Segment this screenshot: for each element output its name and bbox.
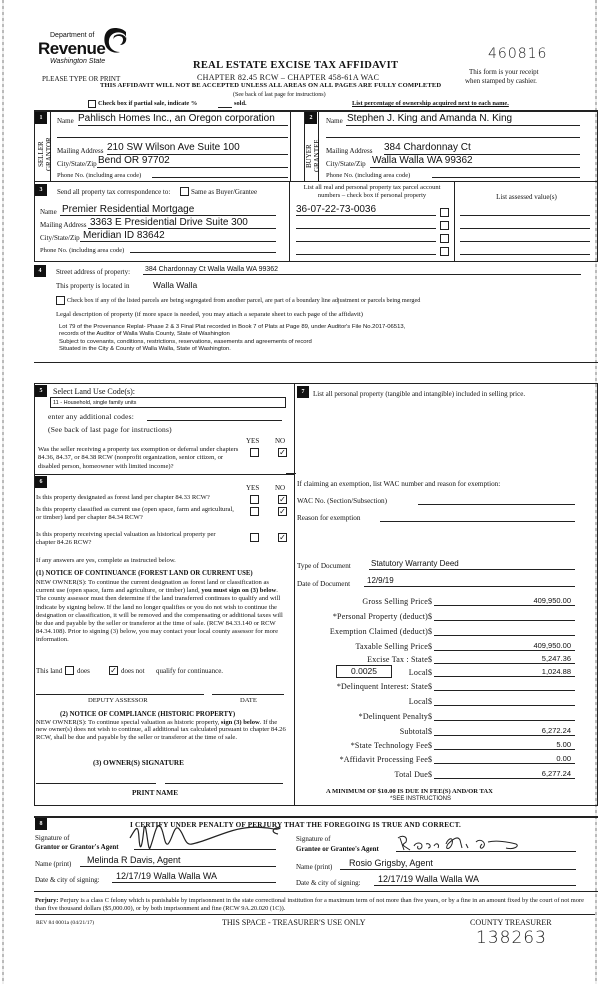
total-due-value: 6,277.24 [541, 769, 571, 778]
notice-continuance-text: NEW OWNER(S): To continue the current designation as forest land or classification as current use (open space, farm and agriculture, or timber) land, you must sign on (3) below. The county assessor must then determine if the land transferred continues to qualify and will indicate by signing below. If the land no longer qualifies or you do not wish to continue the designation or classification, it will be removed and the compensating or additional taxes will be due and payable by the seller or transferor at the time of sale. (RCW 84.33.140 or RCW 84.34.108). Prior to signing (3) below, you may contact your local county assessor for more information. [36, 579, 283, 644]
state-technology-fee-input[interactable] [434, 740, 575, 750]
document-date-value: 12/9/19 [367, 576, 394, 585]
deputy-assessor-label: DEPUTY ASSESSOR [88, 697, 148, 704]
section-5-number: 5 [35, 385, 47, 397]
wac-number-label: WAC No. (Section/Subsection) [297, 497, 388, 505]
assessed-header: List assessed value(s) [496, 193, 557, 201]
parcel-input-4[interactable] [296, 245, 436, 255]
taxpayer-phone-input[interactable] [130, 245, 276, 253]
deputy-assessor-signature-line [36, 694, 204, 695]
state-technology-fee-value: 5.00 [556, 740, 571, 749]
historic-property-no-checkbox[interactable]: ✓ [279, 533, 286, 542]
form-revision: REV 84 0001a (04/21/17) [36, 920, 95, 926]
seller-mailing-value: 210 SW Wilson Ave Suite 100 [107, 142, 240, 153]
excise-tax-state-value: 5,247.36 [541, 654, 571, 663]
additional-codes-label: enter any additional codes: [48, 412, 134, 421]
grantee-name-value: Rosio Grigsby, Agent [349, 858, 433, 868]
current-use-no-checkbox[interactable]: ✓ [279, 507, 286, 516]
taxable-selling-price-value: 409,950.00 [533, 641, 571, 650]
taxpayer-city-label: City/State/Zip [40, 234, 80, 242]
land-does-checkbox[interactable] [65, 666, 74, 675]
dollar-sign: $ [428, 612, 432, 621]
this-land-label: This land [36, 667, 63, 675]
handwritten-receipt-number: 138263 [476, 928, 547, 948]
historic-property-yes-checkbox[interactable] [250, 533, 259, 542]
dollar-sign: $ [428, 627, 432, 636]
historic-property-question: Is this property receiving special valuation as historical property per chapter 84.26 RCW? [36, 531, 216, 547]
minimum-due-note: A MINIMUM OF $10.00 IS DUE IN FEE(S) AND/OR TAX [326, 788, 493, 795]
owner-signature-line-1[interactable] [36, 783, 156, 784]
seller-exemption-question: Was the seller receiving a property tax exemption or deferral under chapters 84.36, 84.37, or 84.38 RCW (nonprofit organization, senior citizen, or disabled person, homeowner with limited income)? [38, 446, 239, 470]
seller-name-value: Pahlisch Homes Inc., an Oregon corporation [78, 113, 275, 124]
handwritten-file-number: 460816 [488, 46, 548, 62]
buyer-city-label: City/State/Zip [326, 160, 366, 168]
section-4-number: 4 [34, 265, 46, 277]
grantor-signature-label-2: Grantor or Grantor's Agent [35, 843, 119, 851]
parcel-header: List all real and personal property tax parcel account numbers – check box if personal property [303, 184, 441, 199]
receipt-note-2: when stamped by cashier. [465, 77, 537, 85]
owner-signature-line-2[interactable] [165, 783, 283, 784]
buyer-mailing-label: Mailing Address [326, 147, 373, 155]
logo-swirl-icon [102, 26, 128, 56]
section-2-number: 2 [305, 112, 317, 124]
parcel-personal-checkbox-3[interactable] [440, 234, 449, 243]
taxpayer-mailing-label: Mailing Address [40, 221, 87, 229]
delinquent-interest-state-label: *Delinquent Interest: State [336, 682, 428, 691]
ownership-note: List percentage of ownership acquired next to each name. [352, 100, 509, 107]
seller-city-value: Bend OR 97702 [98, 155, 170, 166]
street-address-value: 384 Chardonnay Ct Walla Walla WA 99362 [145, 266, 279, 273]
partial-sale-percent-input[interactable] [218, 107, 232, 108]
grantor-date-label: Date & city of signing: [35, 876, 100, 884]
land-use-label: Select Land Use Code(s): [53, 387, 135, 396]
document-type-value: Statutory Warranty Deed [371, 559, 459, 568]
assessed-input-1[interactable] [460, 207, 590, 216]
gross-selling-price-value: 409,950.00 [533, 596, 571, 605]
subtotal-value: 6,272.24 [541, 726, 571, 735]
grantee-signature-scribble [396, 830, 526, 854]
parcel-personal-checkbox-4[interactable] [440, 247, 449, 256]
seller-phone-label: Phone No. (including area code) [57, 172, 142, 179]
delinquent-penalty-label: *Delinquent Penalty [358, 712, 428, 721]
exemption-claim-label: If claiming an exemption, list WAC number and reason for exemption: [297, 480, 501, 488]
buyer-city-value: Walla Walla WA 99362 [372, 155, 473, 166]
seller-name-line-2[interactable] [57, 130, 288, 138]
partial-sale-checkbox[interactable] [88, 100, 96, 108]
grantor-date-value: 12/17/19 Walla Walla WA [116, 871, 218, 881]
grantee-date-value: 12/17/19 Walla Walla WA [378, 874, 480, 884]
affidavit-processing-fee-value: 0.00 [556, 754, 571, 763]
forest-land-no-checkbox[interactable]: ✓ [279, 495, 286, 504]
taxpayer-phone-label: Phone No. (including area code) [40, 247, 125, 254]
buyer-name-value: Stephen J. King and Amanda N. King [347, 113, 513, 124]
qualify-label: qualify for continuance. [156, 667, 224, 675]
section-3-number: 3 [35, 184, 47, 196]
taxable-selling-price-label: Taxable Selling Price [355, 642, 428, 651]
logo-name: Revenue [38, 39, 106, 58]
dollar-sign: $ [428, 697, 432, 706]
grantor-signature-label-1: Signature of [35, 834, 70, 842]
sections-column-divider [294, 383, 295, 806]
taxpayer-name-label: Name [40, 208, 57, 216]
delinquent-interest-local-input[interactable] [434, 696, 575, 706]
exemption-claimed-input[interactable] [434, 626, 575, 636]
parcel-personal-checkbox-1[interactable] [440, 208, 449, 217]
logo-dept: Department of [50, 32, 95, 39]
parcel-value-1: 36-07-22-73-0036 [296, 204, 377, 215]
section-7-personal-divider [286, 473, 296, 474]
dollar-sign: $ [428, 642, 432, 651]
personal-property-deduct-label: *Personal Property (deduct) [332, 612, 428, 621]
section-5-6-divider [34, 474, 294, 475]
perjury-certification: I CERTIFY UNDER PENALTY OF PERJURY THAT THE FOREGOING IS TRUE AND CORRECT. [130, 821, 462, 829]
buyer-name-line-2[interactable] [326, 130, 580, 138]
seller-exemption-no-checkbox[interactable]: ✓ [279, 448, 286, 457]
personal-property-label: List all personal property (tangible and intangible) included in selling price. [313, 390, 526, 398]
delinquent-penalty-input[interactable] [434, 711, 575, 721]
taxpayer-city-value: Meridian ID 83642 [83, 230, 165, 241]
segregated-label: Check box if any of the listed parcels are being segregated from another parcel, are part of a boundary line adjustment or parcels being merged [67, 297, 421, 304]
grantee-date-label: Date & city of signing: [296, 879, 361, 887]
land-does-not-checkbox[interactable]: ✓ [110, 666, 117, 675]
seller-phone-input[interactable] [152, 170, 288, 178]
wac-number-input[interactable] [418, 495, 575, 505]
total-due-label: Total Due [394, 770, 428, 779]
section-1-number: 1 [35, 112, 47, 124]
dollar-sign: $ [428, 682, 432, 691]
current-use-yes-checkbox[interactable] [250, 507, 259, 516]
section-4-bottom-rule [34, 362, 598, 363]
seller-name-label: Name [57, 117, 74, 125]
form-chapter: CHAPTER 82.45 RCW – CHAPTER 458-61A WAC [197, 73, 380, 82]
dor-logo [36, 26, 131, 66]
partial-sale-label: Check box if partial sale, indicate % [98, 100, 198, 107]
seller-exemption-yes-checkbox[interactable] [250, 448, 259, 457]
section5-no-header: NO [275, 437, 286, 445]
dollar-sign: $ [428, 741, 432, 750]
assessed-input-4[interactable] [460, 246, 590, 255]
section6-no-header: NO [275, 484, 286, 492]
dollar-sign: $ [428, 668, 432, 677]
gross-selling-price-label: Gross Selling Price [362, 597, 428, 606]
notice-continuance-title: (1) NOTICE OF CONTINUANCE (FOREST LAND OR CURRENT USE) [36, 570, 253, 577]
parcel-input-3[interactable] [296, 232, 436, 242]
see-back-note: (See back of last page for instructions) [233, 92, 326, 98]
grantee-signature-label-1: Signature of [296, 835, 331, 843]
assessed-input-2[interactable] [460, 220, 590, 229]
segregated-checkbox[interactable] [56, 296, 65, 305]
local-rate-input[interactable]: 0.0025 [336, 665, 392, 678]
buyer-name-label: Name [326, 117, 343, 125]
seller-city-label: City/State/Zip [57, 160, 97, 168]
form-title: REAL ESTATE EXCISE TAX AFFIDAVIT [193, 60, 399, 71]
exemption-reason-input[interactable] [380, 512, 575, 522]
legal-description-label: Legal description of property (if more space is needed, you may attach a separate sheet to each page of the affidavit) [56, 311, 363, 318]
treasurer-use-label: THIS SPACE - TREASURER'S USE ONLY [222, 918, 366, 927]
parcel-input-2[interactable] [296, 219, 436, 229]
taxpayer-name-value: Premier Residential Mortgage [62, 204, 195, 215]
scan-edge-left [2, 0, 4, 984]
excise-tax-local-label: Local [408, 668, 428, 677]
please-type: PLEASE TYPE OR PRINT [42, 75, 121, 83]
forest-land-yes-checkbox[interactable] [250, 495, 259, 504]
land-does-not-label: does not [121, 667, 145, 675]
perjury-warning: Perjury: Perjury is a class C felony which is punishable by imprisonment in the state correctional institution for a maximum term of not more than five years, or by a fine in an amount fixed by the court of not more than five thousand dollars ($5,000.00), or by both imprisonment and fine (RCW 9A.20.020 (1C)). [35, 897, 595, 915]
exemption-reason-label: Reason for exemption [297, 514, 361, 522]
state-technology-fee-label: *State Technology Fee [350, 741, 428, 750]
partial-sale-sold: sold. [234, 100, 247, 107]
parties-divider [290, 111, 291, 181]
county-treasurer-label: COUNTY TREASURER [470, 918, 552, 927]
document-date-label: Date of Document [297, 580, 351, 588]
dollar-sign: $ [428, 655, 432, 664]
subtotal-label: Subtotal [399, 727, 428, 736]
grantor-name-value: Melinda R Davis, Agent [87, 855, 181, 865]
exemption-claimed-label: Exemption Claimed (deduct) [329, 627, 428, 636]
buyer-phone-input[interactable] [432, 170, 580, 178]
section-7-number: 7 [297, 386, 309, 398]
print-name-label: PRINT NAME [132, 789, 178, 797]
section5-yes-header: YES [246, 437, 260, 445]
logo-state: Washington State [50, 58, 106, 65]
current-use-question: Is this property classified as current use (open space, farm and agricultural, or timber) land per chapter 84.34 RCW? [36, 506, 234, 522]
grantor-name-label: Name (print) [35, 860, 72, 868]
seller-mailing-label: Mailing Address [57, 147, 104, 155]
buyer-mailing-value: 384 Chardonnay Ct [384, 142, 471, 153]
notice-compliance-title: (2) NOTICE OF COMPLIANCE (HISTORIC PROPERTY) [60, 711, 236, 718]
forest-land-question: Is this property designated as forest land per chapter 84.33 RCW? [36, 494, 210, 501]
dollar-sign: $ [428, 727, 432, 736]
assessed-input-3[interactable] [460, 233, 590, 242]
same-as-buyer-label: Same as Buyer/Grantee [191, 188, 258, 196]
land-use-select[interactable]: 11 - Household, single family units [50, 397, 286, 408]
same-as-buyer-checkbox[interactable] [180, 187, 189, 196]
document-type-label: Type of Document [297, 562, 351, 570]
send-correspondence-label: Send all property tax correspondence to: [57, 188, 171, 196]
personal-property-area[interactable] [300, 410, 590, 470]
section6-yes-header: YES [246, 484, 260, 492]
dollar-sign: $ [428, 712, 432, 721]
document-date-input[interactable] [364, 577, 575, 587]
buyer-side-label: BUYER GRANTEE [305, 139, 321, 173]
section-6-number: 6 [35, 476, 47, 488]
notice-compliance-text: NEW OWNER(S): To continue special valuation as historic property, sign (3) below. If the new owner(s) does not wish to continue, all additional tax calculated pursuant to chapter 84.26 RCW, shall be due and payable by the seller or transferor at the time of sale. [36, 719, 286, 741]
assessor-date-line [212, 694, 284, 695]
grantor-signature-scribble [128, 818, 288, 858]
affidavit-processing-fee-label: *Affidavit Processing Fee [339, 755, 428, 764]
personal-property-deduct-input[interactable] [434, 611, 575, 621]
excise-tax-local-value: 1,024.88 [541, 667, 571, 676]
see-back-instructions: (See back of last page for instructions) [48, 425, 172, 434]
dollar-sign: $ [428, 755, 432, 764]
legal-description-text: Lot 79 of the Provenance Replat- Phase 2 & 3 Final Plat recorded in Book 7 of Plats at Page 89, under Auditor's File No.2017-06513, records of the Auditor of Walla Walla County, State of Washington Subject to covenants, conditions, restrictions, reservations, easements and agreements of record Situated in the City & County of Walla Walla, State of Washington. [59, 324, 406, 353]
parcel-personal-checkbox-2[interactable] [440, 221, 449, 230]
additional-codes-input[interactable] [147, 412, 282, 421]
affidavit-processing-fee-input[interactable] [434, 754, 575, 764]
owner-signature-label: (3) OWNER(S) SIGNATURE [93, 759, 184, 767]
section-8-number: 8 [35, 818, 47, 830]
excise-tax-state-label: Excise Tax : State [367, 655, 428, 664]
located-in-label: This property is located in [56, 282, 130, 290]
assessor-date-label: DATE [240, 697, 257, 704]
grantee-name-label: Name (print) [296, 863, 333, 871]
located-in-value: Walla Walla [153, 280, 198, 290]
receipt-note-1: This form is your receipt [469, 68, 539, 76]
land-does-label: does [77, 667, 90, 675]
grantee-signature-label-2: Grantee or Grantee's Agent [296, 845, 379, 853]
buyer-phone-label: Phone No. (including area code) [326, 172, 411, 179]
form-warning: THIS AFFIDAVIT WILL NOT BE ACCEPTED UNLESS ALL AREAS ON ALL PAGES ARE FULLY COMPLETED [100, 82, 442, 89]
dollar-sign: $ [428, 597, 432, 606]
if-yes-instruction: If any answers are yes, complete as instructed below. [36, 557, 176, 564]
delinquent-interest-state-input[interactable] [434, 681, 575, 691]
see-instructions-note: *SEE INSTRUCTIONS [390, 796, 452, 802]
taxpayer-mailing-value: 3363 E Presidential Drive Suite 300 [90, 217, 248, 228]
seller-side-label: SELLER GRANTOR [37, 137, 53, 171]
street-address-label: Street address of property: [56, 268, 131, 276]
dollar-sign: $ [428, 770, 432, 779]
delinquent-interest-local-label: Local [408, 697, 428, 706]
